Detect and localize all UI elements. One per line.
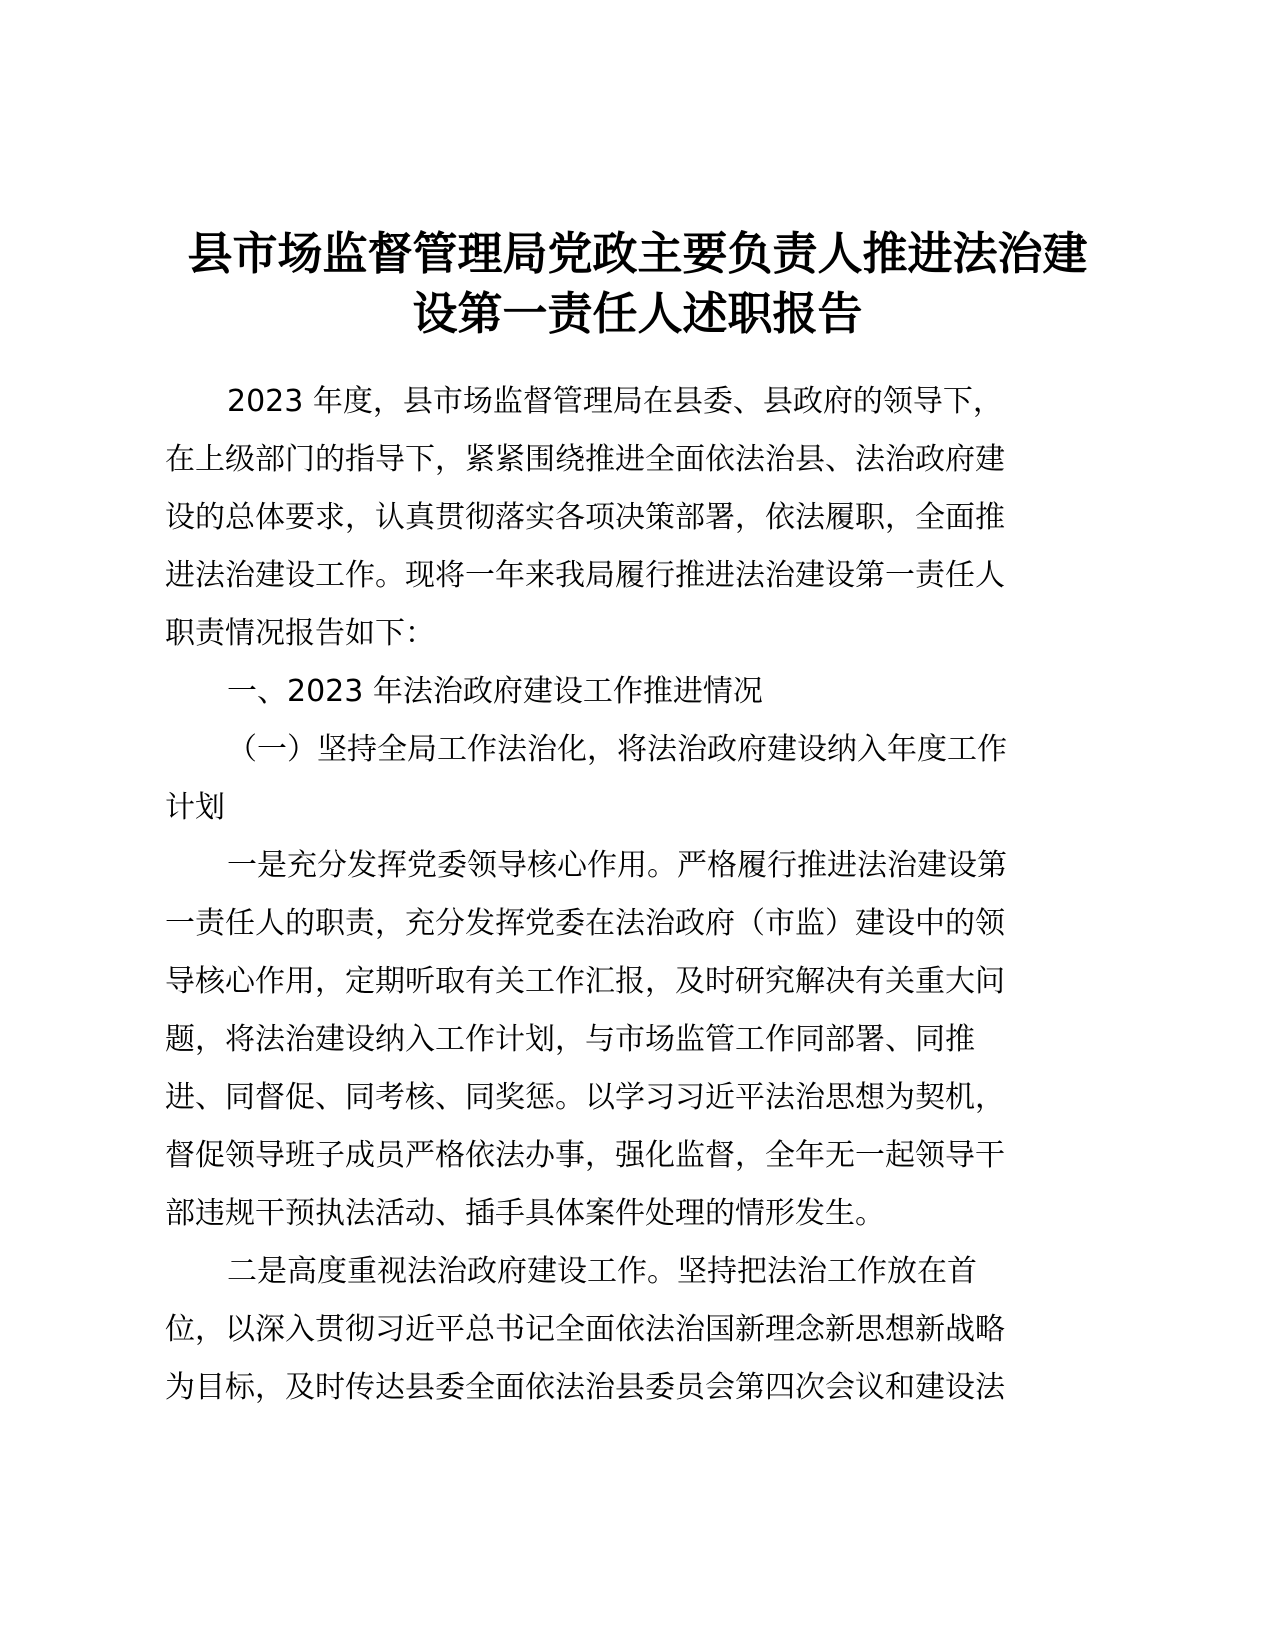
paragraph-point-2-line: 位，以深入贯彻习近平总书记全面依法治国新理念新思想新战略	[165, 1312, 1005, 1347]
paragraph-intro-line: 设的总体要求，认真贯彻落实各项决策部署，依法履职，全面推	[165, 500, 1005, 535]
paragraph-point-1-line: 进、同督促、同考核、同奖惩。以学习习近平法治思想为契机，	[165, 1080, 1005, 1115]
subsection-heading-1: （一）坚持全局工作法治化，将法治政府建设纳入年度工作	[227, 732, 1007, 767]
title-line-1: 县市场监督管理局党政主要负责人推进法治建	[187, 227, 1088, 280]
paragraph-intro-line: 在上级部门的指导下，紧紧围绕推进全面依法治县、法治政府建	[165, 442, 1005, 477]
paragraph-point-1-line: 一是充分发挥党委领导核心作用。严格履行推进法治建设第	[227, 848, 1007, 883]
paragraph-point-1-line: 题，将法治建设纳入工作计划，与市场监管工作同部署、同推	[165, 1022, 975, 1057]
paragraph-intro-line: 2023 年度，县市场监督管理局在县委、县政府的领导下，	[227, 384, 1003, 419]
paragraph-point-2-line: 为目标，及时传达县委全面依法治县委员会第四次会议和建设法	[165, 1370, 1005, 1405]
paragraph-point-1-line: 部违规干预执法活动、插手具体案件处理的情形发生。	[165, 1196, 885, 1231]
document-body	[165, 373, 1115, 1417]
document-title	[150, 224, 1125, 344]
paragraph-intro-line: 职责情况报告如下：	[165, 616, 435, 651]
paragraph-intro-line: 进法治建设工作。现将一年来我局履行推进法治建设第一责任人	[165, 558, 1005, 593]
section-heading-1: 一、2023 年法治政府建设工作推进情况	[227, 674, 763, 709]
subsection-heading-1-cont: 计划	[165, 790, 225, 825]
paragraph-point-1-line: 督促领导班子成员严格依法办事，强化监督，全年无一起领导干	[165, 1138, 1005, 1173]
paragraph-point-2-line: 二是高度重视法治政府建设工作。坚持把法治工作放在首	[227, 1254, 977, 1289]
paragraph-point-1-line: 一责任人的职责，充分发挥党委在法治政府（市监）建设中的领	[165, 906, 1005, 941]
paragraph-point-1-line: 导核心作用，定期听取有关工作汇报，及时研究解决有关重大问	[165, 964, 1005, 999]
title-line-2: 设第一责任人述职报告	[412, 287, 863, 340]
